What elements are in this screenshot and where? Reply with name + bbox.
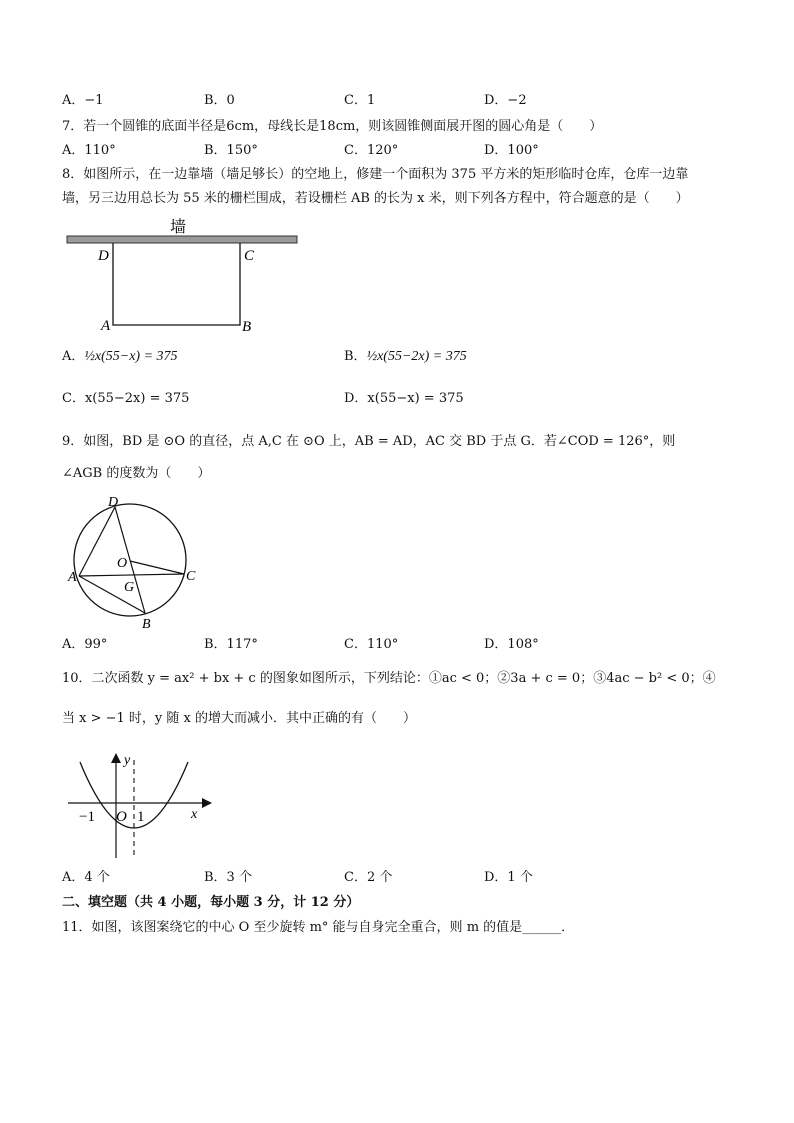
- q8-option-b-fraction: ½: [366, 349, 378, 364]
- q9-stem-line1: 9．如图，BD 是 ⊙O 的直径，点 A,C 在 ⊙O 上，AB = AD，AC 交 BD 于点 G．若∠COD = 126°，则: [62, 434, 676, 449]
- q9-option-d: D．108°: [484, 637, 539, 652]
- y-axis-arrow: [111, 753, 121, 763]
- q8-stem-line1: 8．如图所示，在一边靠墙（墙足够长）的空地上，修建一个面积为 375 平方米的矩形临时仓库，仓库一边靠: [62, 167, 689, 182]
- q6-option-d: D．−2: [484, 93, 527, 108]
- y-axis-label: y: [124, 753, 131, 768]
- tick-label-1: 1: [137, 809, 145, 825]
- q6-option-b: B．0: [204, 93, 235, 108]
- q10-stem-line1: 10．二次函数 y = ax² + bx + c 的图象如图所示，下列结论：①ac < 0；②3a + c = 0；③4ac − b² < 0；④: [62, 671, 716, 686]
- tick-label-neg1: −1: [79, 809, 95, 825]
- point-A-label: A: [68, 570, 77, 585]
- q10-stem-line2: 当 x > −1 时，y 随 x 的增大而减小．其中正确的有（ ）: [62, 711, 416, 726]
- q7-option-d: D．100°: [484, 143, 539, 158]
- q10-option-b: B．3 个: [204, 870, 252, 885]
- q7-option-b: B．150°: [204, 143, 258, 158]
- q7-option-a: A．110°: [62, 143, 116, 158]
- q9-option-c: C．110°: [344, 637, 399, 652]
- q6-option-a: A．−1: [62, 93, 104, 108]
- point-B-label: B: [242, 319, 252, 335]
- q9-option-a: A．99°: [62, 637, 108, 652]
- q10-option-c: C．2 个: [344, 870, 393, 885]
- q8-option-c: C．x(55−2x) = 375: [62, 391, 190, 406]
- x-axis-label: x: [191, 807, 198, 822]
- point-D-label: D: [108, 495, 119, 510]
- point-D-label: D: [98, 248, 109, 264]
- q9-option-b: B．117°: [204, 637, 258, 652]
- q7-stem: 7．若一个圆锥的底面半径是6cm，母线长是18cm，则该圆锥侧面展开图的圆心角是（ ）: [62, 119, 603, 134]
- q9-stem-line2: ∠AGB 的度数为（ ）: [62, 466, 211, 481]
- section-2-title: 二、填空题（共 4 小题，每小题 3 分，计 12 分）: [62, 895, 360, 910]
- q8-stem-line2: 墙，另三边用总长为 55 米的栅栏围成，若设栅栏 AB 的长为 x 米，则下列各方程中，符合题意的是（ ）: [62, 191, 689, 206]
- q8-option-a-label: A．: [62, 349, 85, 364]
- q10-option-d: D．1 个: [484, 870, 533, 885]
- wall-label: 墙: [170, 219, 187, 236]
- q11-stem: 11．如图，该图案绕它的中心 O 至少旋转 m° 能与自身完全重合，则 m 的值是______．: [62, 920, 575, 935]
- origin-label: O: [116, 809, 127, 825]
- q10-option-a: A．4 个: [62, 870, 110, 885]
- q8-option-b-label: B．: [344, 349, 367, 364]
- point-G-label: G: [124, 580, 135, 595]
- q8-option-d: D．x(55−x) = 375: [344, 391, 464, 406]
- x-axis-arrow: [202, 798, 212, 808]
- point-B-label: B: [142, 617, 151, 632]
- q7-option-c: C．120°: [344, 143, 399, 158]
- q6-option-c: C．1: [344, 93, 376, 108]
- q8-option-a-fraction: ½: [84, 349, 95, 364]
- q8-option-a-expression: x(55−x) = 375: [94, 349, 178, 364]
- point-O-label: O: [117, 556, 128, 571]
- q8-option-b-expression: x(55−2x) = 375: [377, 349, 467, 364]
- point-C-label: C: [186, 569, 196, 584]
- point-A-label: A: [101, 318, 111, 334]
- point-C-label: C: [244, 248, 255, 264]
